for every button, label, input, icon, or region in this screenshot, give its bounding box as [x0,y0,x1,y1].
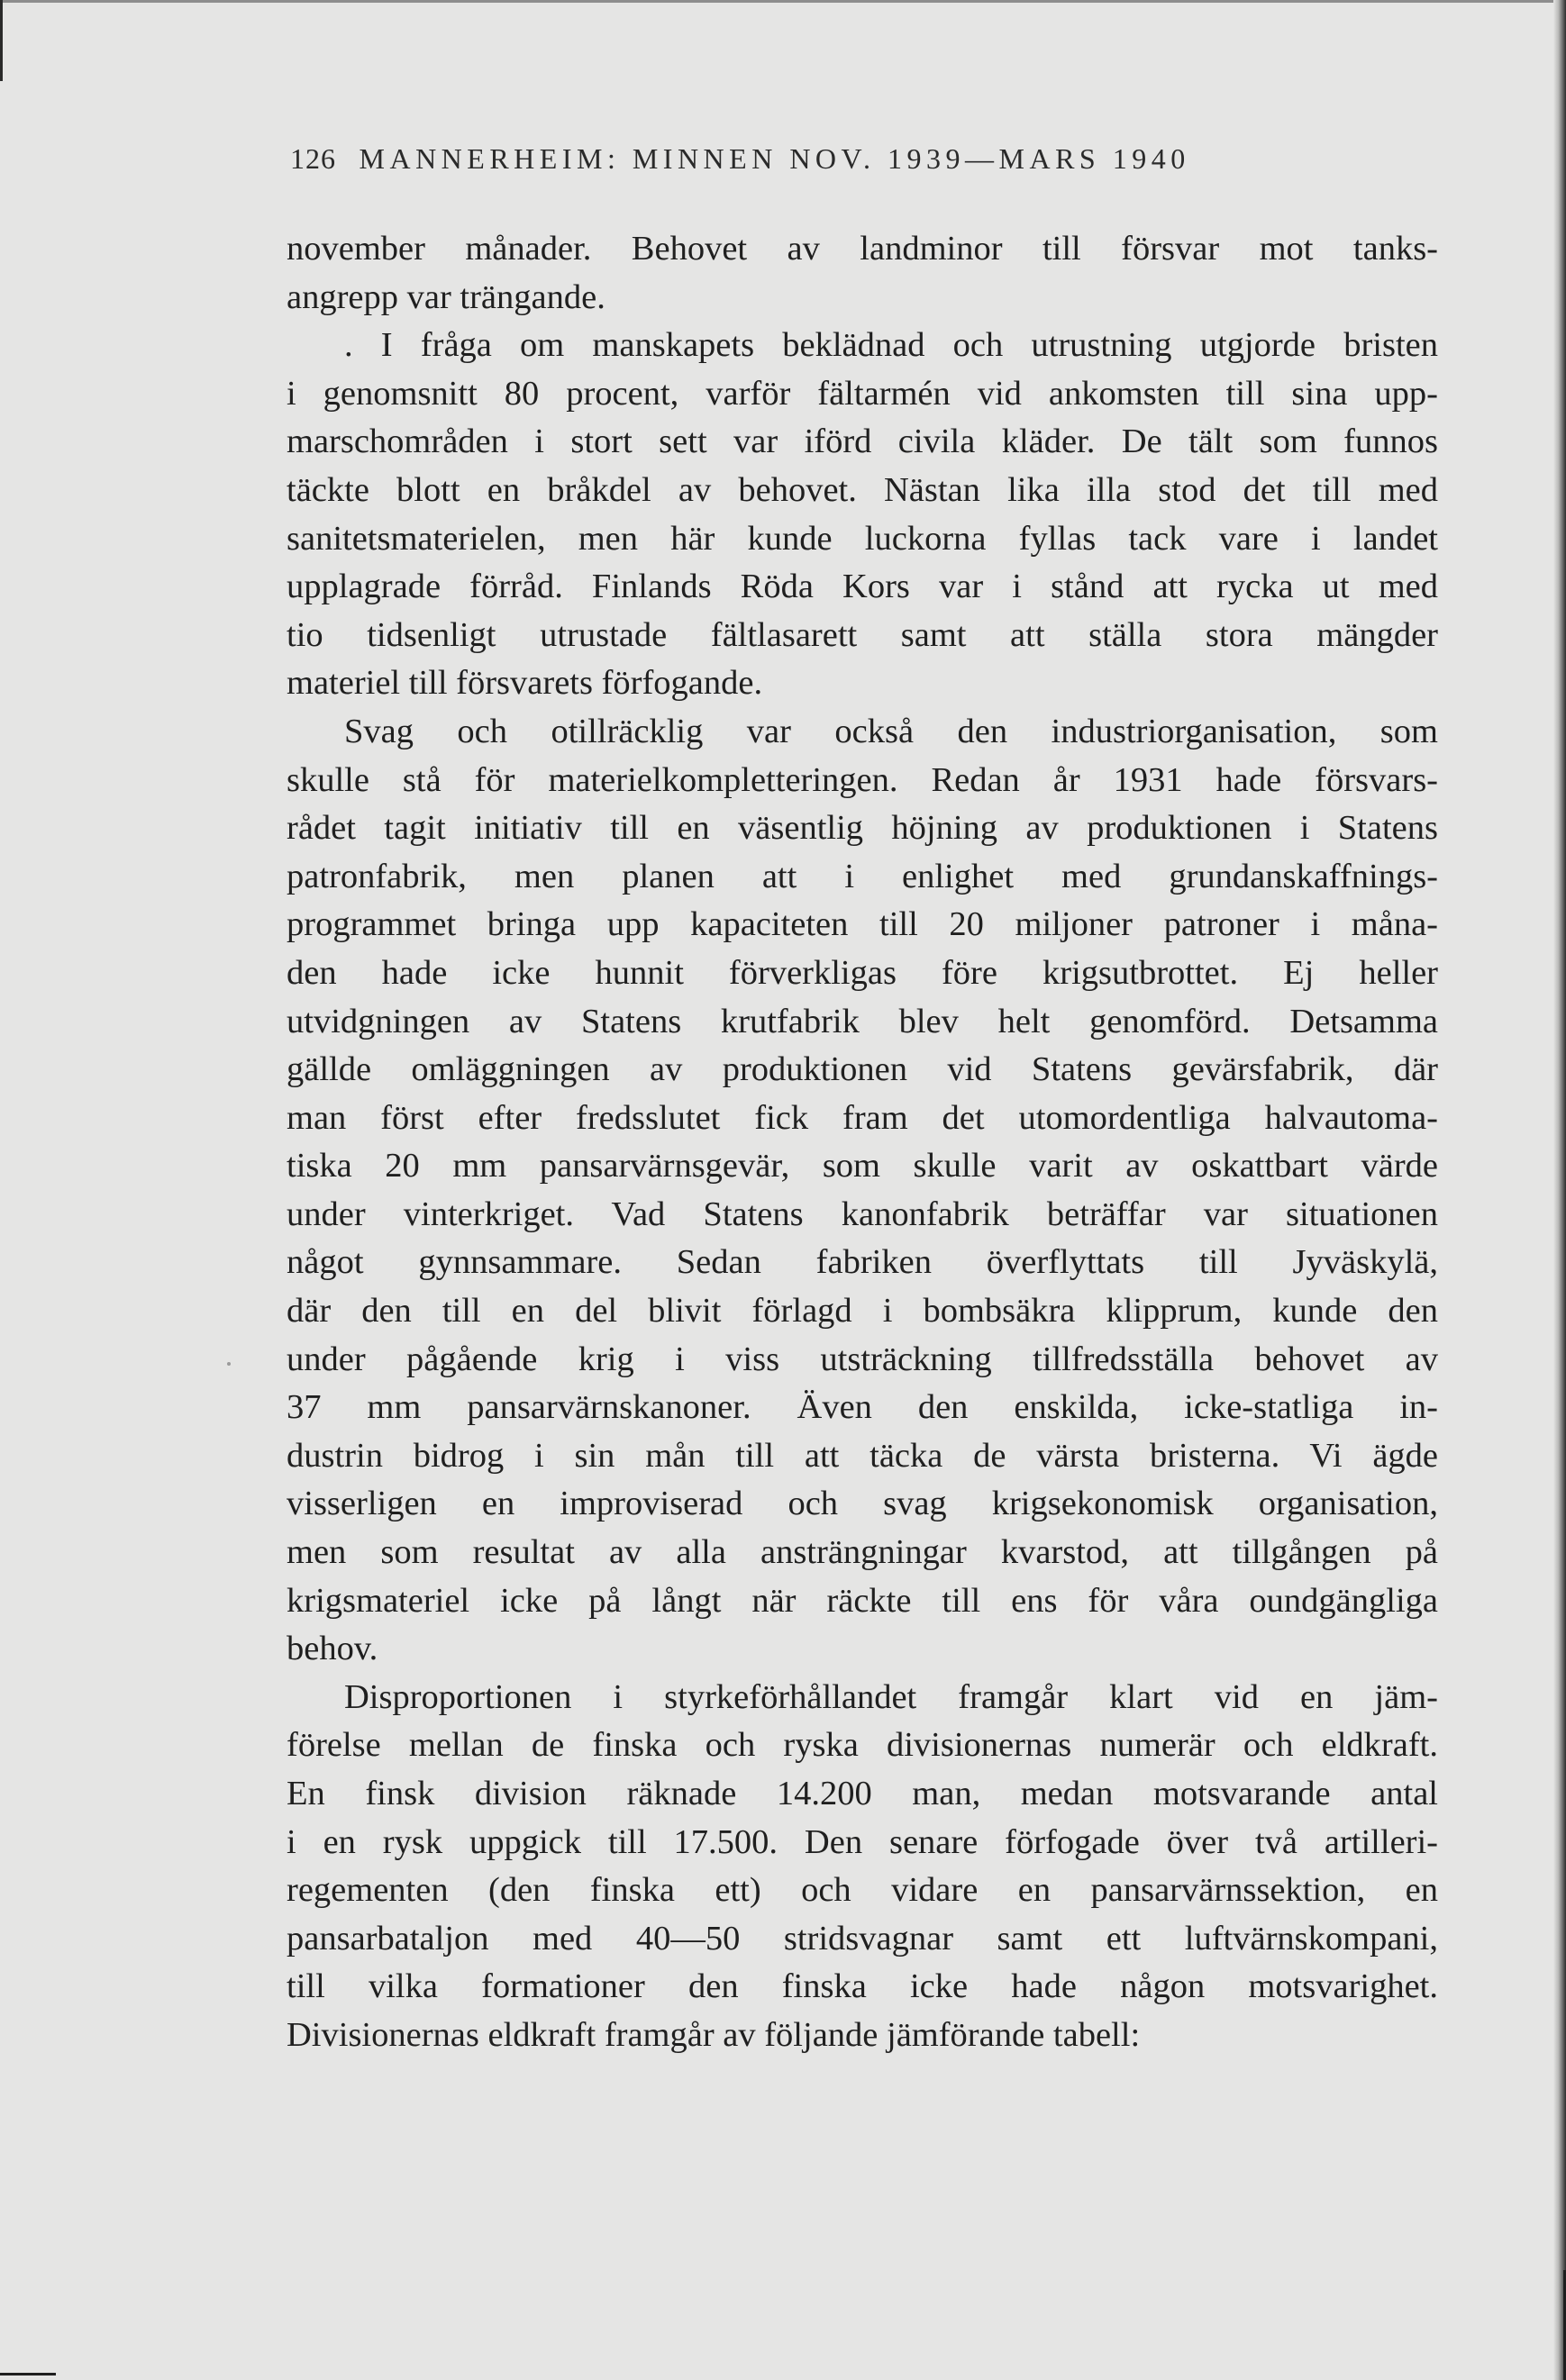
text-line: En finsk division räknade 14.200 man, medan motsvarande antal [287,1775,1438,1812]
text-line: patronfabrik, men planen att i enlighet med grundanskaffnings- [287,857,1438,895]
text-line: tio tidsenligt utrustade fältlasarett samt att ställa stora mängder [287,615,1438,654]
text-line: upplagrade förråd. Finlands Röda Kors var i stånd att rycka ut med [287,568,1438,606]
text-line: Disproportionen i styrkeförhållandet framgår klart vid en jäm- [344,1677,1438,1716]
margin-speck [227,1362,231,1366]
text-line: programmet bringa upp kapaciteten till 20 miljoner patroner i måna- [287,905,1438,944]
body-text [287,225,1438,2060]
text-line: något gynnsammare. Sedan fabriken överflyttats till Jyväskylä, [287,1243,1438,1282]
page-top-edge [0,0,1566,3]
text-line: i en rysk uppgick till 17.500. Den senare förfogade över två artilleri- [287,1822,1438,1861]
text-line: täckte blott en bråkdel av behovet. Nästan lika illa stod det till med [287,470,1438,509]
text-line: under pågående krig i viss utsträckning tillfredsställa behovet av [287,1340,1438,1378]
text-line: Svag och otillräcklig var också den industriorganisation, som [344,712,1438,750]
text-line: till vilka formationer den finska icke hade någon motsvarighet. [287,1967,1438,2006]
paragraph-3 [287,708,1438,1674]
scan-corner-mark-bottom-left [0,2373,56,2375]
text-line: i genomsnitt 80 procent, varför fältarmén vid ankomsten till sina upp- [287,374,1438,413]
text-line: angrepp var trängande. [287,277,605,316]
text-line: dustrin bidrog i sin mån till att täcka de värsta bristerna. Vi ägde [287,1436,1438,1475]
text-line: skulle stå för materielkompletteringen. Redan år 1931 hade försvars- [287,760,1438,799]
text-line: förelse mellan de finska och ryska divisionernas numerär och eldkraft. [287,1726,1438,1765]
text-line: november månader. Behovet av landminor till försvar mot tanks- [287,230,1438,268]
text-line: men som resultat av alla ansträngningar kvarstod, att tillgången på [287,1533,1438,1572]
running-title: MANNERHEIM: MINNEN NOV. 1939—MARS 1940 [359,142,1190,175]
text-line: den hade icke hunnit förverkligas före krigsutbrottet. Ej heller [287,953,1438,992]
scan-corner-mark-top-left [0,0,3,81]
text-line: krigsmateriel icke på långt när räckte till ens för våra oundgängliga [287,1581,1438,1620]
page-right-edge-shadow [1553,0,1566,2380]
text-line: Divisionernas eldkraft framgår av följande jämförande tabell: [287,2015,1141,2054]
paragraph-2 [287,322,1438,708]
text-line: regementen (den finska ett) och vidare en pansarvärnssektion, en [287,1871,1438,1910]
text-line: rådet tagit initiativ till en väsentlig höjning av produktionen i Statens [287,809,1438,848]
paragraph-4 [287,1674,1438,2060]
text-line: utvidgningen av Statens krutfabrik blev helt genomförd. Detsamma [287,1002,1438,1040]
text-line: under vinterkriget. Vad Statens kanonfabrik beträffar var situationen [287,1195,1438,1233]
running-header [290,142,1434,196]
text-line: sanitetsmaterielen, men här kunde luckorna fyllas tack vare i landet [287,519,1438,558]
text-line: marschområden i stort sett var iförd civila kläder. De tält som funnos [287,422,1438,461]
text-line: man först efter fredsslutet fick fram det utomordentliga halvautoma- [287,1098,1438,1137]
text-line: . I fråga om manskapets beklädnad och utrustning utgjorde bristen [344,326,1438,365]
text-line: där den till en del blivit förlagd i bombsäkra klipprum, kunde den [287,1292,1438,1331]
text-line: visserligen en improviserad och svag krigsekonomisk organisation, [287,1485,1438,1523]
text-line: gällde omläggningen av produktionen vid Statens gevärsfabrik, där [287,1050,1438,1089]
page-number: 126 [290,142,336,175]
text-line: behov. [287,1630,378,1668]
text-line: 37 mm pansarvärnskanoner. Även den enskilda, icke-statliga in- [287,1388,1438,1427]
text-line: tiska 20 mm pansarvärnsgevär, som skulle varit av oskattbart värde [287,1147,1438,1185]
paragraph-1 [287,225,1438,322]
text-line: materiel till försvarets förfogande. [287,664,763,703]
text-line: pansarbataljon med 40—50 stridsvagnar samt ett luftvärnskompani, [287,1919,1438,1958]
